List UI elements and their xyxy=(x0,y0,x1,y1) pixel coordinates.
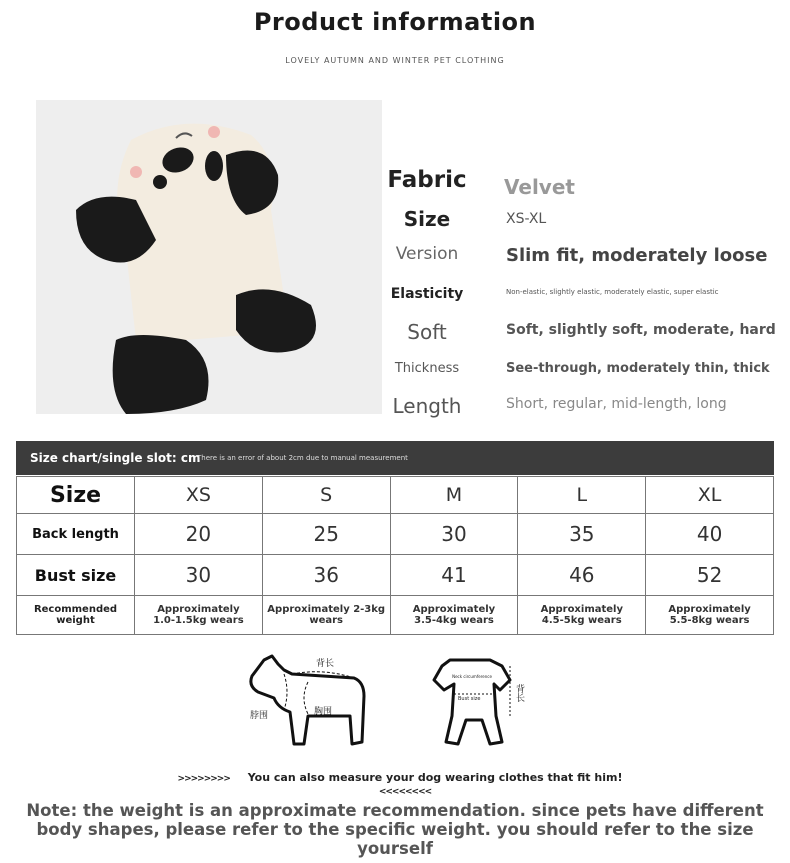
bust-cell: 41 xyxy=(390,555,518,596)
weight-label-line: weight xyxy=(56,615,95,626)
weight-line: wears xyxy=(309,615,344,626)
attr-fabric-label: Fabric xyxy=(387,167,467,193)
back-length-cell: 25 xyxy=(262,514,390,555)
page-title: Product information xyxy=(253,8,537,36)
size-chart-title: Size chart/single slot: cm xyxy=(30,451,201,465)
dog-measurement-diagram xyxy=(244,652,374,752)
recommended-weight-label xyxy=(17,596,135,635)
table-row xyxy=(17,514,774,555)
attr-elasticity-value: Non-elastic, slightly elastic, moderately elastic, super elastic xyxy=(506,288,719,296)
size-cell: XL xyxy=(646,477,774,514)
back-length-cell: 40 xyxy=(646,514,774,555)
size-row-label: Size xyxy=(17,477,135,514)
table-row xyxy=(17,555,774,596)
bust-cell: 36 xyxy=(262,555,390,596)
weight-line: Approximately 2-3kg xyxy=(267,604,386,615)
weight-label-line: Recommended xyxy=(33,604,118,615)
dog-back-length-label: 背长 xyxy=(316,659,335,669)
measure-instruction xyxy=(150,771,650,797)
weight-cell xyxy=(390,596,518,635)
attr-size-label: Size xyxy=(403,207,451,231)
back-length-cell: 20 xyxy=(135,514,263,555)
back-length-cell: 35 xyxy=(518,514,646,555)
weight-cell xyxy=(646,596,774,635)
weight-line: 1.0-1.5kg wears xyxy=(153,615,244,626)
attr-thickness-value: See-through, moderately thin, thick xyxy=(506,361,770,376)
weight-line: Approximately xyxy=(412,604,496,615)
back-length-cell: 30 xyxy=(390,514,518,555)
panda-costume-illustration xyxy=(36,100,382,414)
weight-line: Approximately xyxy=(668,604,751,615)
garment-back-length-label: 背长 xyxy=(514,684,524,702)
weight-line: 5.5-8kg wears xyxy=(669,615,750,626)
garment-measurement-diagram xyxy=(430,656,530,752)
size-cell: S xyxy=(262,477,390,514)
weight-note: Note: the weight is an approximate recommendation. since pets have different body shapes, please refer to the specific weight. you should refer to the size yourself xyxy=(26,801,764,858)
garment-bust-label: Bust size xyxy=(458,696,481,702)
bust-cell: 46 xyxy=(518,555,646,596)
size-cell: XS xyxy=(135,477,263,514)
attr-length-label: Length xyxy=(392,394,462,418)
weight-line: Approximately xyxy=(540,604,623,615)
garment-neck-label: Neck circumference xyxy=(452,674,492,679)
weight-line: Approximately xyxy=(157,604,240,615)
weight-cell xyxy=(262,596,390,635)
arrows-left-icon: >>>>>>>> xyxy=(177,774,230,784)
attr-size-value: XS-XL xyxy=(506,211,547,227)
attr-soft-label: Soft xyxy=(407,320,447,344)
page-subtitle: LOVELY AUTUMN AND WINTER PET CLOTHING xyxy=(285,56,505,65)
attr-version-label: Version xyxy=(395,244,459,264)
back-length-label: Back length xyxy=(17,514,135,555)
size-table xyxy=(16,476,774,635)
size-cell: M xyxy=(390,477,518,514)
garment-outline-icon xyxy=(430,656,530,752)
dog-neck-label: 脖围 xyxy=(250,711,269,721)
product-photo xyxy=(36,100,382,414)
attr-fabric-value: Velvet xyxy=(504,175,575,199)
table-row xyxy=(17,596,774,635)
weight-cell xyxy=(518,596,646,635)
measure-text: You can also measure your dog wearing clothes that fit him! xyxy=(247,771,623,784)
weight-line: 4.5-5kg wears xyxy=(541,615,622,626)
weight-cell xyxy=(135,596,263,635)
attr-thickness-label: Thickness xyxy=(394,361,460,376)
attr-soft-value: Soft, slightly soft, moderate, hard xyxy=(506,322,776,338)
size-chart-note: There is an error of about 2cm due to manual measurement xyxy=(197,454,408,462)
dog-outline-icon xyxy=(244,652,374,752)
table-row xyxy=(17,477,774,514)
bust-cell: 52 xyxy=(646,555,774,596)
bust-size-label: Bust size xyxy=(17,555,135,596)
bust-cell: 30 xyxy=(135,555,263,596)
size-cell: L xyxy=(518,477,646,514)
size-chart-header xyxy=(16,441,774,475)
attr-version-value: Slim fit, moderately loose xyxy=(506,245,768,266)
arrows-right-icon: <<<<<<<< xyxy=(378,787,432,797)
attr-length-value: Short, regular, mid-length, long xyxy=(506,396,727,412)
weight-line: 3.5-4kg wears xyxy=(414,615,494,626)
attr-elasticity-label: Elasticity xyxy=(390,286,464,302)
dog-chest-label: 胸围 xyxy=(314,707,333,717)
